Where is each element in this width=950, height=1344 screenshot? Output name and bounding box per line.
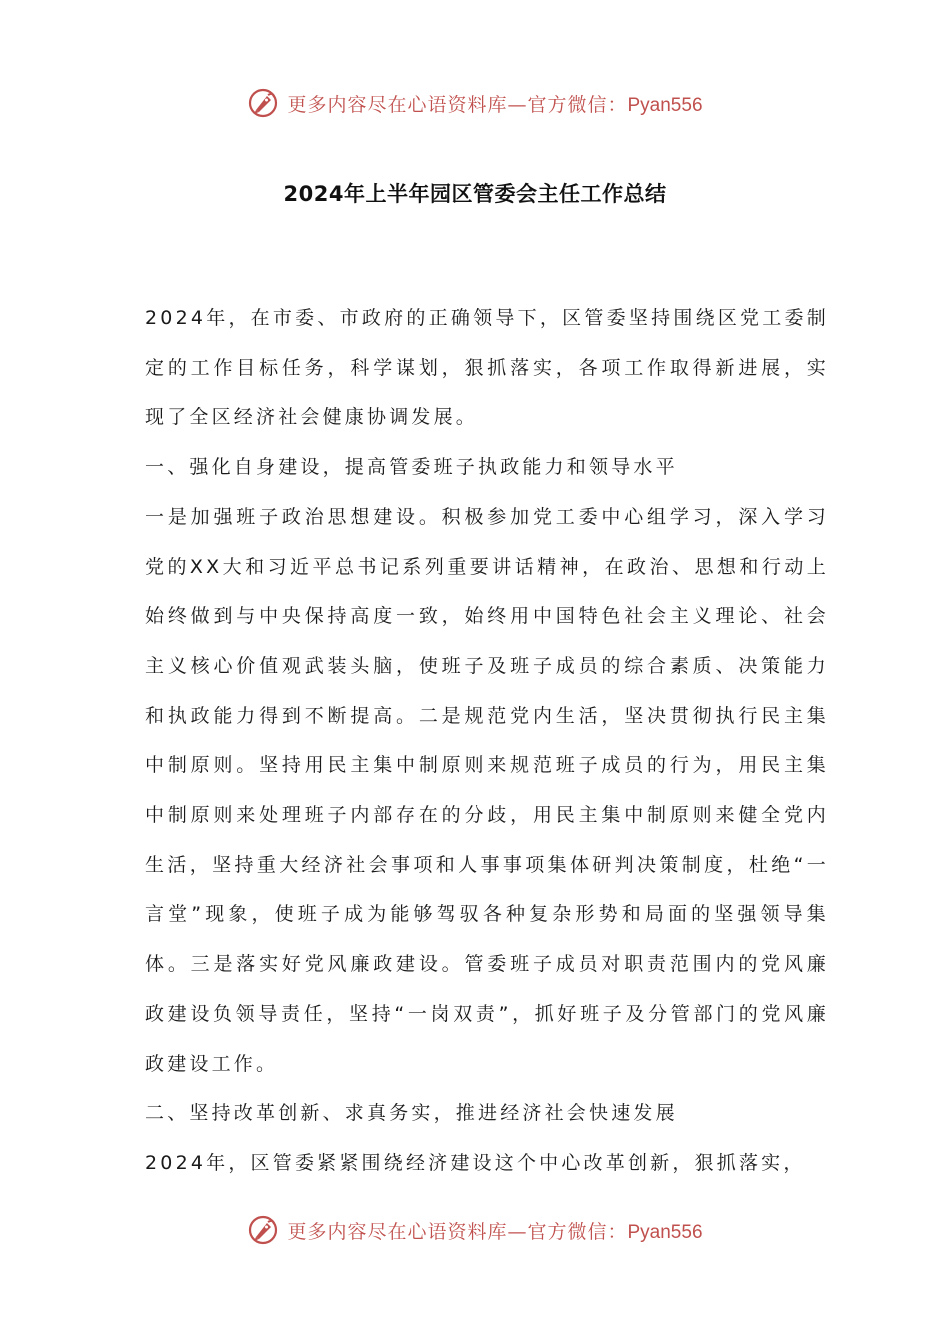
document-title: 2024年上半年园区管委会主任工作总结	[283, 182, 667, 206]
paragraph-section-2: 2024年，区管委紧紧围绕经济建设这个中心改革创新，狠抓落实，	[145, 1151, 806, 1174]
section-heading-1: 一、强化自身建设，提高管委班子执政能力和领导水平	[145, 456, 678, 479]
wechat-id: Pyan556	[627, 94, 703, 116]
header-banner	[0, 83, 950, 123]
footer-banner	[0, 1210, 950, 1250]
pen-nib-logo-icon	[247, 1214, 279, 1246]
wechat-id: Pyan556	[627, 1221, 703, 1243]
document-body	[145, 294, 829, 1189]
banner-text: 更多内容尽在心语资料库—官方微信：Pyan556	[287, 1220, 703, 1243]
pen-nib-logo-icon	[247, 87, 279, 119]
section-heading-2: 二、坚持改革创新、求真务实，推进经济社会快速发展	[145, 1102, 678, 1125]
banner-text: 更多内容尽在心语资料库—官方微信：Pyan556	[287, 93, 703, 116]
paragraph-intro: 2024年，在市委、市政府的正确领导下，区管委坚持围绕区党工委制定的工作目标任务，科学谋划，狠抓落实，各项工作取得新进展，实现了全区经济社会健康协调发展。	[145, 307, 829, 429]
paragraph-section-1: 一是加强班子政治思想建设。积极参加党工委中心组学习，深入学习党的XX大和习近平总书记系列重要讲话精神，在政治、思想和行动上始终做到与中央保持高度一致，始终用中国特色社会主义理论、社会主义核心价值观武装头脑，使班子及班子成员的综合素质、决策能力和执政能力得到不断提高。二是规范党内生活，坚决贯彻执行民主集中制原则。坚持用民主集中制原则来规范班子成员的行为，用民主集中制原则来处理班子内部存在的分歧，用民主集中制原则来健全党内生活，坚持重大经济社会事项和人事事项集体研判决策制度，杜绝“一言堂”现象，使班子成为能够驾驭各种复杂形势和局面的坚强领导集体。三是落实好党风廉政建设。管委班子成员对职责范围内的党风廉政建设负领导责任，坚持“一岗双责”，抓好班子及分管部门的党风廉政建设工作。	[145, 505, 829, 1075]
